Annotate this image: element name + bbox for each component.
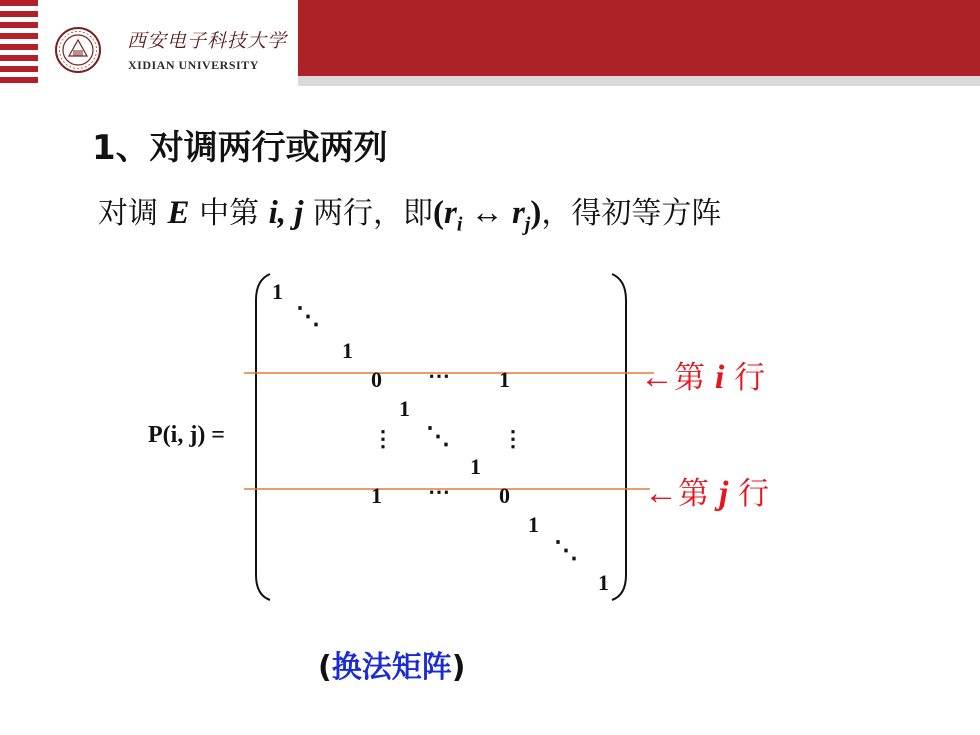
matrix-entry: 1 [272, 279, 283, 304]
right-bracket [612, 274, 626, 600]
math-r: r [511, 195, 525, 231]
matrix-entry: ⋮ [372, 426, 394, 451]
left-bracket [256, 274, 270, 600]
matrix-entry: ⋱ [554, 538, 578, 564]
text: 第 [674, 360, 715, 396]
paren: ) [451, 650, 466, 685]
text: 对调 [98, 196, 168, 231]
math-i: i [714, 359, 725, 396]
row-i-label [640, 352, 765, 397]
paren: ( [433, 195, 445, 231]
matrix-entry: 1 [399, 396, 410, 421]
math-j: j [718, 475, 729, 512]
left-arrow-icon: ← [640, 359, 674, 396]
left-arrow-icon: ← [644, 475, 678, 512]
matrix-entry: ⋯ [428, 363, 450, 388]
matrix-entry: ⋮ [502, 426, 524, 451]
matrix-caption [318, 642, 465, 686]
caption-text: 换法矩阵 [331, 650, 452, 685]
matrix-entry: 0 [371, 367, 382, 392]
section-heading: 1、对调两行或两列 [92, 128, 388, 168]
swap-arrow: ↔ [462, 195, 512, 231]
subscript-j: j [524, 213, 531, 236]
matrix-entry: 1 [528, 512, 539, 537]
paren: ( [318, 650, 332, 685]
math-r: r [444, 195, 457, 231]
matrix-label: P(i, j) = [148, 422, 225, 448]
subscript-i: i [456, 213, 463, 236]
university-name-en: XIDIAN UNIVERSITY [128, 58, 259, 72]
row-j-label [644, 468, 769, 513]
matrix-entry: 0 [499, 483, 510, 508]
paren: ) [530, 195, 542, 231]
matrix-entry: 1 [470, 454, 481, 479]
matrix-entry: ⋱ [426, 424, 450, 450]
text: ，得初等方阵 [541, 196, 722, 231]
matrix-entry: 1 [598, 570, 609, 595]
text: 行 [728, 476, 770, 512]
text: 中第 [189, 196, 269, 231]
matrix-entry: 1 [499, 367, 510, 392]
matrix-entry: ⋯ [428, 479, 450, 504]
matrix-entry: ⋱ [296, 304, 320, 330]
university-name-cn: 西安电子科技大学 [127, 30, 288, 52]
text: 第 [678, 476, 719, 512]
math-E: E [167, 195, 190, 231]
matrix-entry: 1 [371, 483, 382, 508]
text: 行 [724, 360, 766, 396]
matrix-entry: 1 [342, 338, 353, 363]
text: 两行，即 [303, 196, 434, 231]
math-ij: i, j [268, 195, 304, 231]
